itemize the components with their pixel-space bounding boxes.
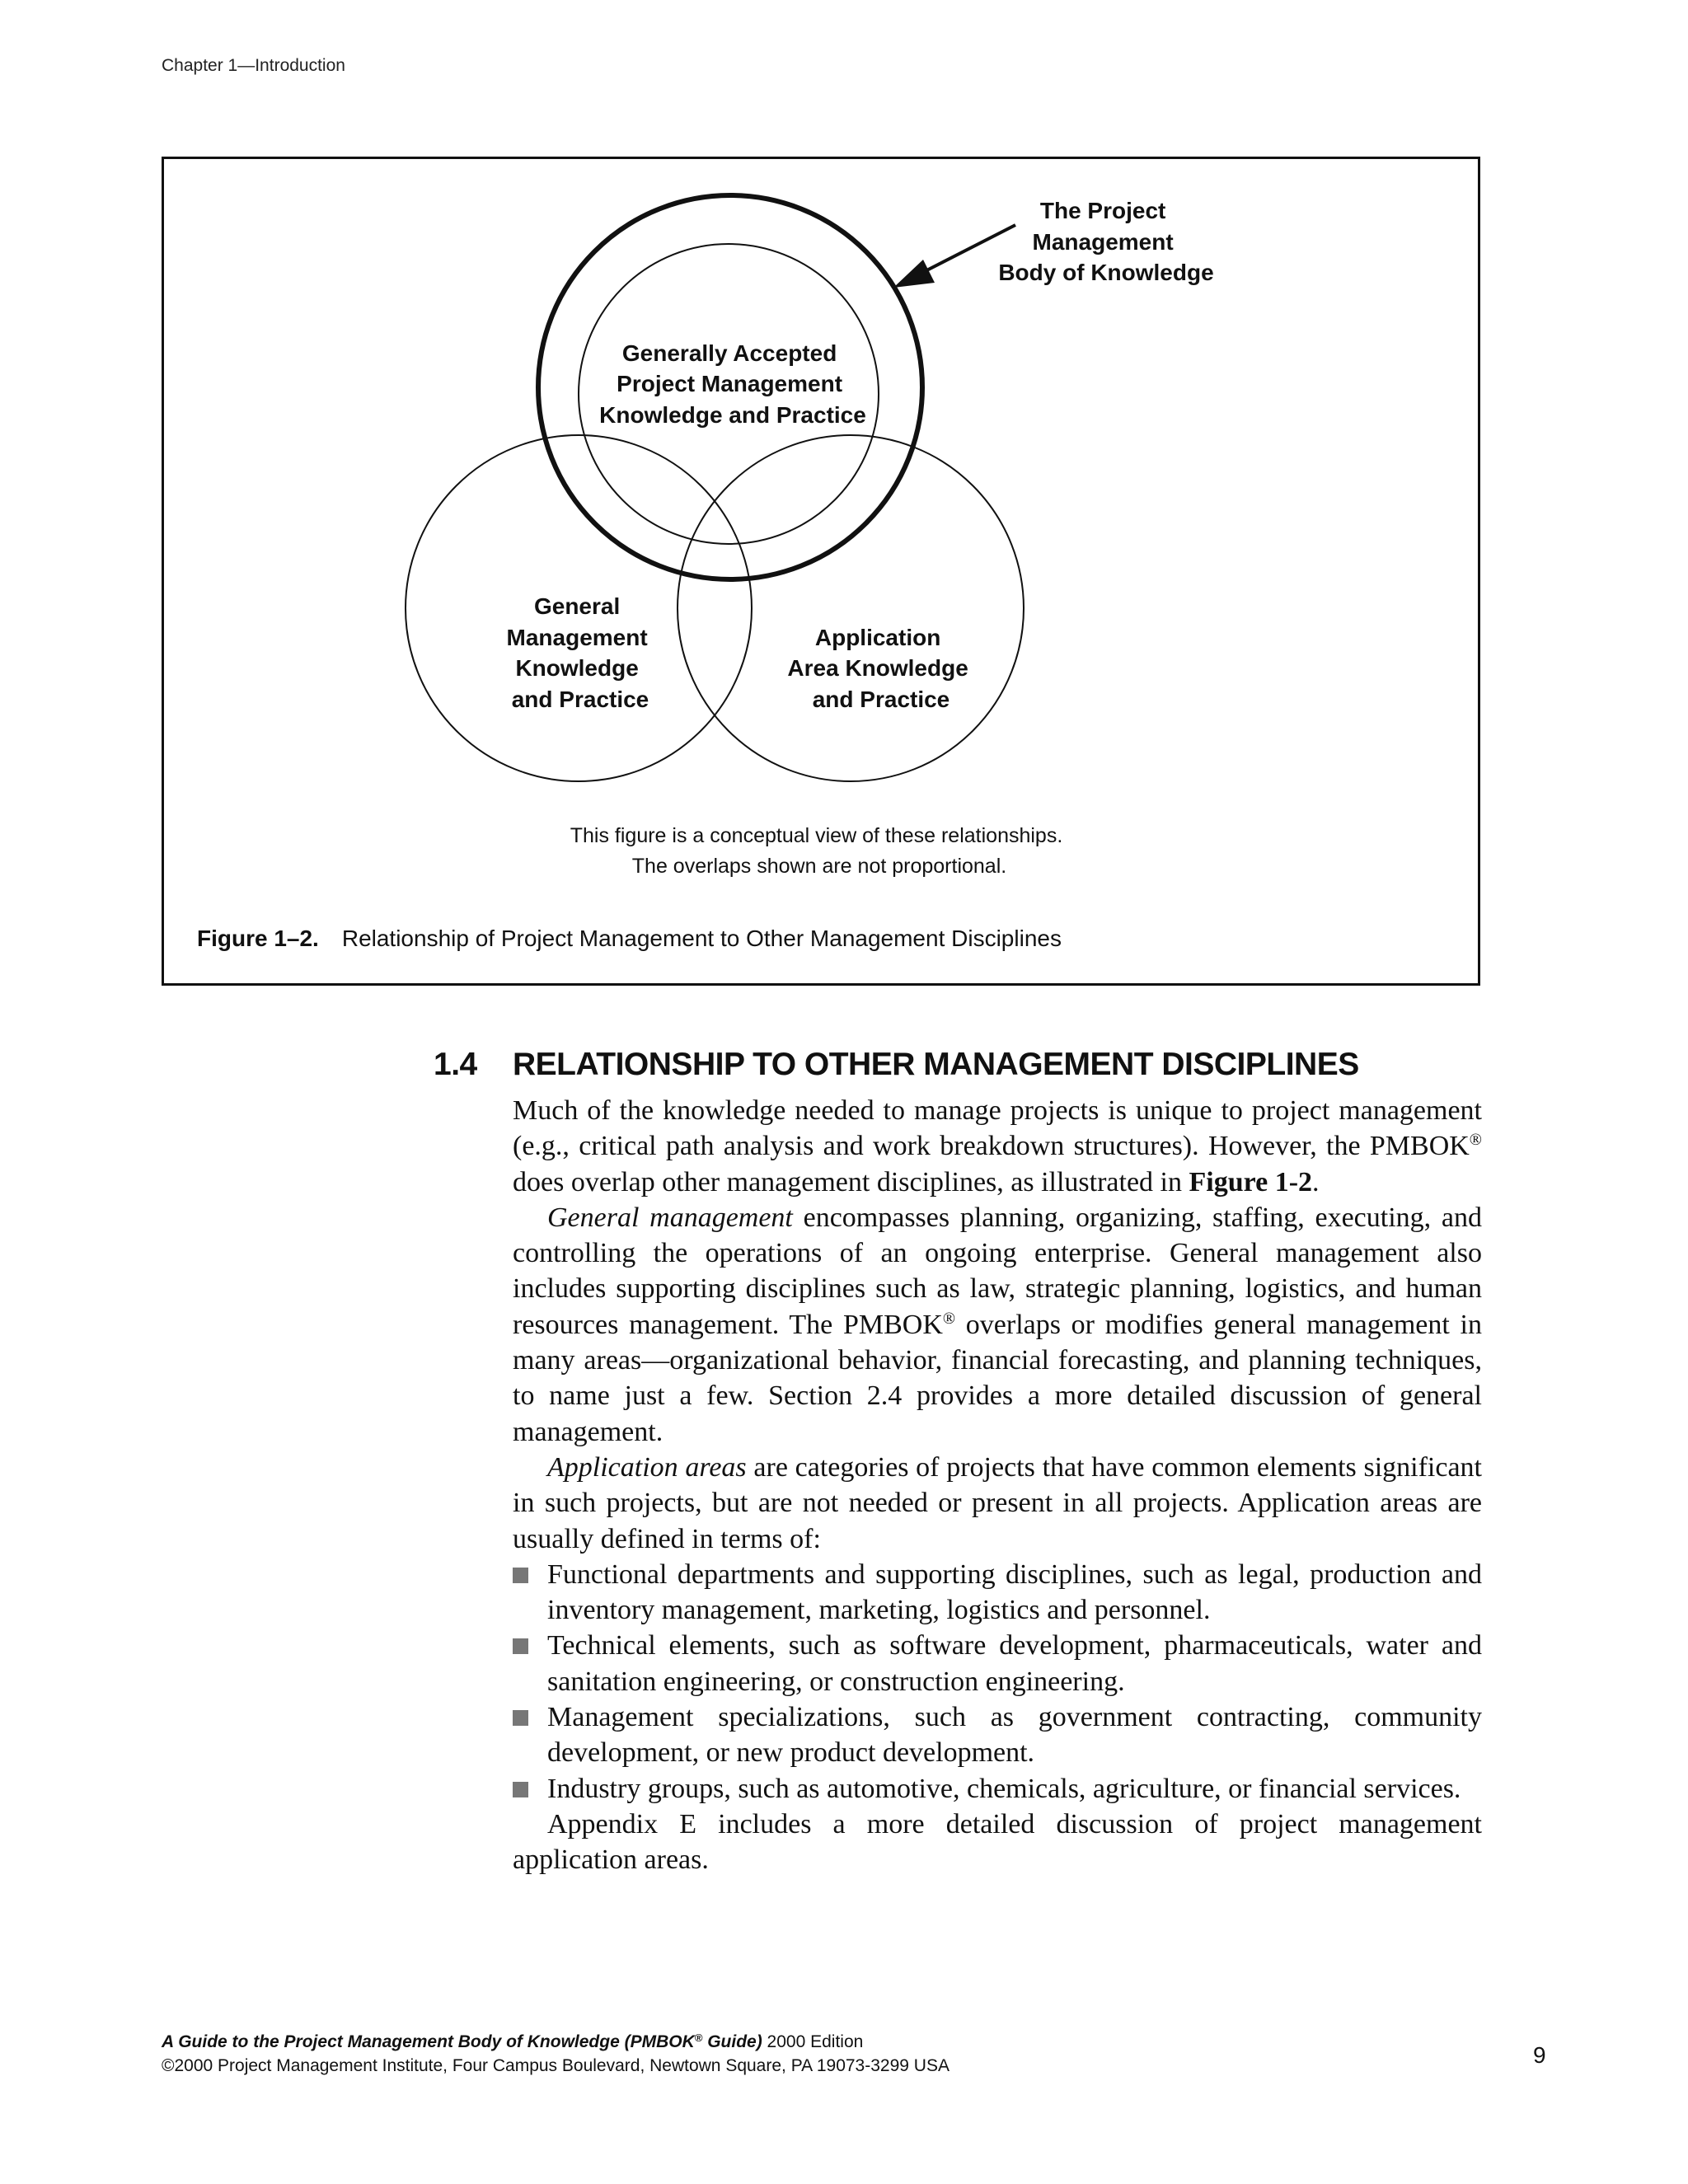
application-area-circle [678,435,1024,781]
figure-caption-text: Relationship of Project Management to Other Management Disciplines [341,926,1062,951]
application-label-line: Application [814,625,941,650]
figure-caption [197,926,1062,952]
page-number: 9 [1533,2042,1546,2068]
list-item: Industry groups, such as automotive, chemicals, agriculture, or financial services. [513,1771,1482,1807]
application-label-line: Area Knowledge [787,655,968,681]
general-label-line: and Practice [511,687,649,712]
pointer-label-line: The Project [1039,198,1166,223]
paragraph: General management encompasses planning, organizing, staffing, executing, and controlling the operations of an ongoing enterprise. General management also includes supporting disciplines such as law, strategic planning, logistics, and human resources management. The PMBOK® overlaps or modifies general management in many areas—organizational behavior, financial forecasting, and planning techniques, to name just a few. Section 2.4 provides a more detailed discussion of general management. [513,1202,1482,1447]
svg-text:This figure is a conceptual vi [570,824,1069,878]
figure-box [162,157,1480,986]
paragraph: Much of the knowledge needed to manage projects is unique to project management (e.g., critical path analysis and work breakdown structures). However, the PMBOK® does overlap other management disciplines, as illustrated in Figure 1-2. [513,1095,1482,1197]
square-bullet-icon [513,1710,528,1726]
application-label-line: and Practice [812,687,950,712]
core-label-line: Project Management [617,371,843,396]
svg-text:Application Area Knowled [787,625,974,712]
figure-reference: Figure 1-2 [1189,1166,1313,1197]
figure-caption-number: Figure 1–2. [197,926,319,951]
list-item: Functional departments and supporting disciplines, such as legal, production and inventory management, marketing, logistics and personnel. [513,1557,1482,1629]
venn-diagram [164,159,1478,983]
paragraph: Application areas are categories of projects that have common elements significant in such projects, but are not needed or present in all projects. Application areas are usually defined in terms of: [513,1451,1483,1554]
core-label-line: Generally Accepted [621,340,837,366]
general-label-line: Management [506,625,648,650]
figure-note-line: This figure is a conceptual view of these relationships. [570,824,1063,847]
section-number: 1.4 [434,1047,477,1082]
footer-copyright: ©2000 Project Management Institute, Four Campus Boulevard, Newtown Square, PA 19073-3299 USA [162,2056,950,2075]
svg-text:Generally Accepted Proje [599,340,866,428]
square-bullet-icon [513,1782,528,1797]
application-areas-list [513,1557,1482,1807]
pointer-label-line: Management [1032,229,1174,255]
core-label-line: Knowledge and Practice [599,402,866,428]
section-title: RELATIONSHIP TO OTHER MANAGEMENT DISCIPLINES [513,1047,1359,1082]
list-item: Management specializations, such as government contracting, community development, or new product development. [513,1699,1482,1771]
figure-note-line: The overlaps shown are not proportional. [631,855,1007,878]
pointer-label-line: Body of Knowledge [998,260,1214,285]
running-head: Chapter 1—Introduction [162,56,345,75]
paragraph: Appendix E includes a more detailed discussion of project management application areas. [513,1808,1482,1876]
general-label-line: General [533,593,621,619]
svg-text:The Project Management [998,198,1213,285]
section-heading [434,1047,1359,1083]
svg-text:General Management [507,593,654,712]
square-bullet-icon [513,1638,528,1654]
body-text [513,1093,1482,1878]
pointer-arrowhead [893,260,935,288]
square-bullet-icon [513,1568,528,1583]
footer-title: A Guide to the Project Management Body of Knowledge (PMBOK® Guide) 2000 Edition [162,2032,864,2051]
list-item: Technical elements, such as software development, pharmaceuticals, water and sanitation engineering, or construction engineering. [513,1628,1482,1699]
general-label-line: Knowledge [515,655,639,681]
